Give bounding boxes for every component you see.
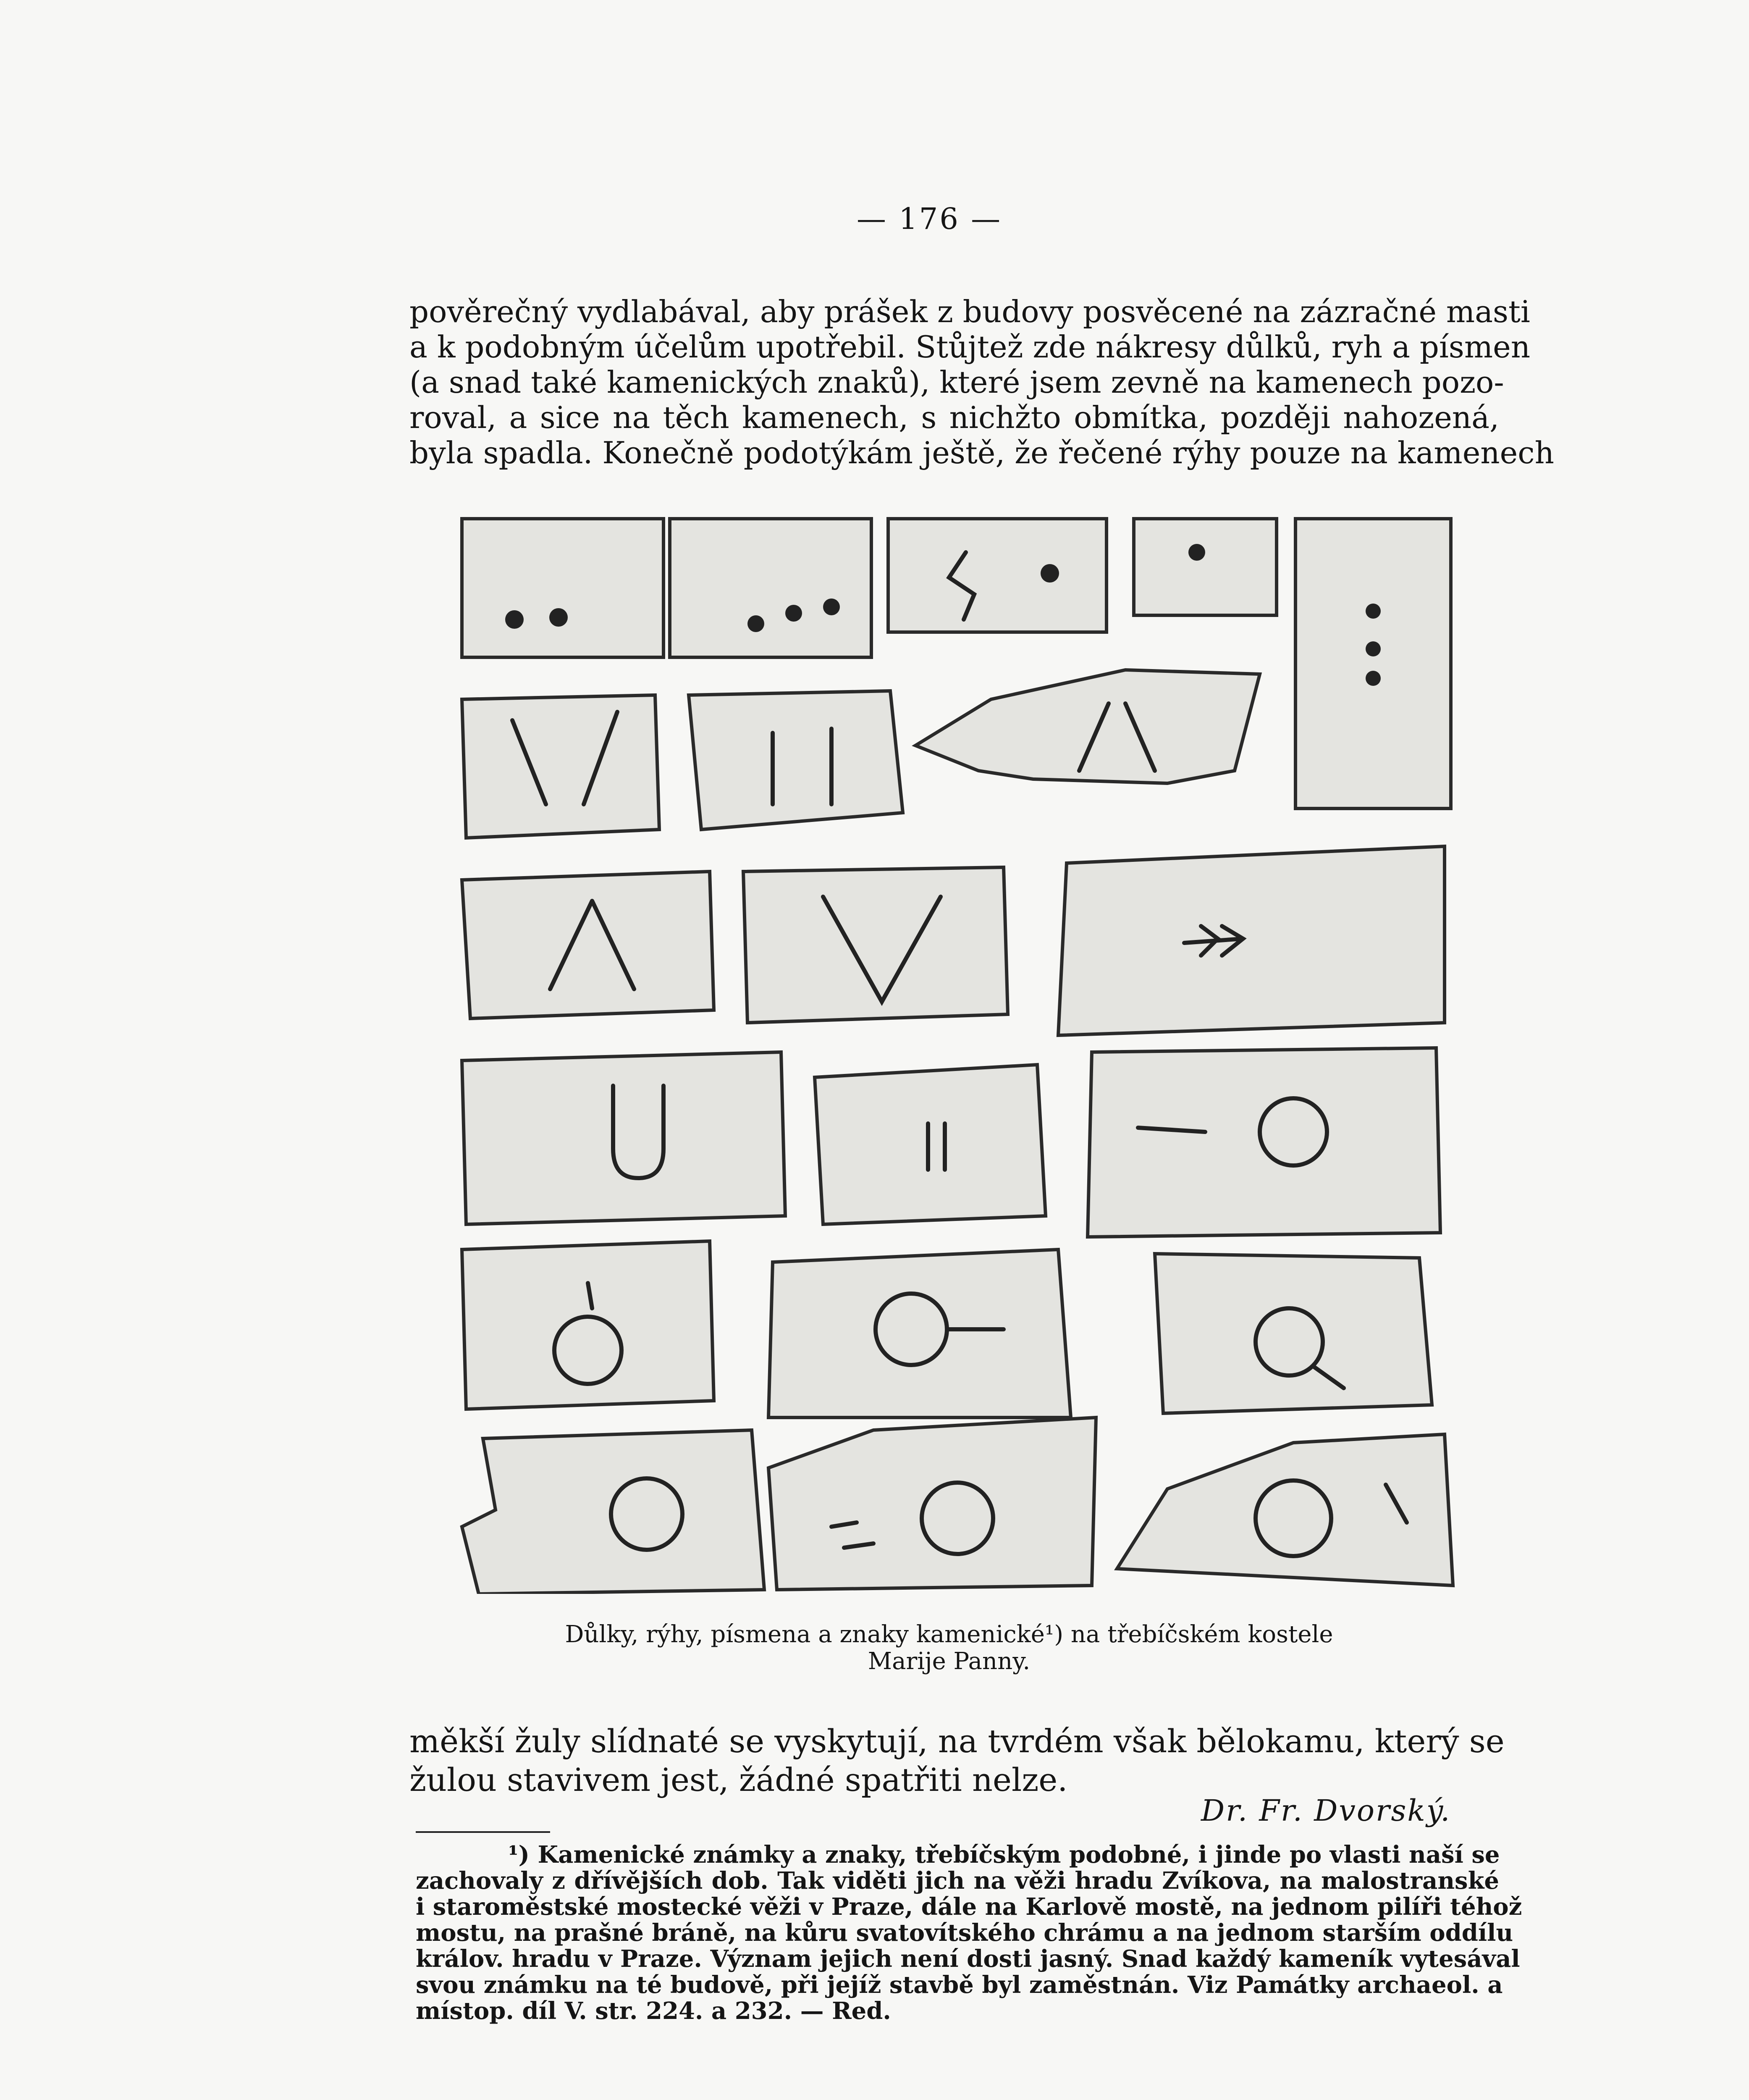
- footnote-line: svou známku na té budově, při jejíž stavbě byl zaměstnán. Viz Památky archaeol. a: [416, 1971, 1503, 1999]
- stone-4: [1134, 519, 1277, 615]
- stone-8: [915, 670, 1260, 783]
- stone-9: [462, 872, 714, 1018]
- text-line: měkší žuly slídnaté se vyskytují, na tvrdém však bělokamu, který se: [409, 1722, 1505, 1760]
- footnote-line: králov. hradu v Praze. Význam jejich není dosti jasný. Snad každý kameník vytesával: [416, 1945, 1520, 1973]
- body-paragraph-bottom: [409, 1722, 1505, 1799]
- stone-6: [462, 695, 659, 838]
- footnote-line: i staroměstské mostecké věži v Praze, dále na Karlově mostě, na jednom pilíři téhož: [416, 1893, 1522, 1921]
- stone-7: [689, 691, 903, 830]
- stone-1: [462, 519, 663, 657]
- figure-caption: [525, 1621, 1373, 1675]
- stone-16: [768, 1250, 1071, 1418]
- footnote: [416, 1841, 1522, 2025]
- stone-13: [815, 1065, 1046, 1224]
- footnote-line: ¹) Kamenické známky a znaky, třebíčským podobné, i jinde po vlasti naší se: [508, 1841, 1500, 1869]
- text-line: byla spadla. Konečně podotýkám ještě, že řečené rýhy pouze na kamenech: [409, 435, 1554, 470]
- footnote-line: mostu, na prašné bráně, na kůru svatovítského chrámu a na jednom starším oddílu: [416, 1919, 1513, 1947]
- stone-2: [670, 519, 871, 657]
- stone-20: [1117, 1434, 1453, 1586]
- text-line: žulou stavivem jest, žádné spatřiti nelze.: [409, 1761, 1068, 1798]
- footnote-divider: [416, 1831, 550, 1833]
- page-number: — 176 —: [857, 202, 1002, 236]
- stone-14: [1088, 1048, 1440, 1237]
- caption-line: Důlky, rýhy, písmena a znaky kamenické¹) na třebíčském kostele: [565, 1621, 1333, 1648]
- stone-5: [1295, 519, 1451, 808]
- stone-11: [1058, 846, 1445, 1035]
- stone-3: [888, 519, 1107, 632]
- caption-line: Marije Panny.: [868, 1648, 1031, 1675]
- text-line: pověrečný vydlabával, aby prášek z budovy posvěcené na zázračné masti: [409, 294, 1530, 329]
- footnote-line: místop. díl V. str. 224. a 232. — Red.: [416, 1997, 891, 2025]
- text-line: (a snad také kamenických znaků), které jsem zevně na kamenech pozo-: [409, 365, 1504, 400]
- stone-12: [462, 1052, 785, 1224]
- stone-19: [768, 1418, 1096, 1590]
- stone-17: [1155, 1254, 1432, 1413]
- text-line: a k podobným účelům upotřebil. Stůjtež zde nákresy důlků, ryh a písmen: [409, 329, 1531, 365]
- stone-10: [743, 867, 1008, 1023]
- body-paragraph-top: [409, 294, 1554, 470]
- author-signature: Dr. Fr. Dvorský.: [1201, 1793, 1451, 1828]
- stone-marks-illustration: [454, 510, 1457, 1594]
- stone-15: [462, 1241, 714, 1409]
- text-line: roval, a sice na těch kamenech, s nichžto obmítka, později nahozená,: [409, 400, 1499, 435]
- stone-18: [462, 1430, 764, 1594]
- footnote-line: zachovaly z dřívějších dob. Tak viděti jich na věži hradu Zvíkova, na malostranské: [416, 1867, 1499, 1895]
